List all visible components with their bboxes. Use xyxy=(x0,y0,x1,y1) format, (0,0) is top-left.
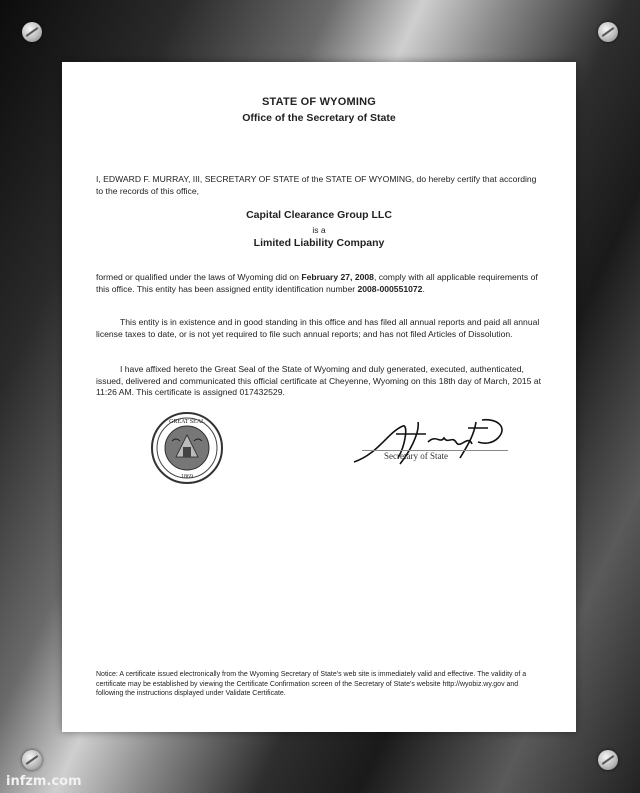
is-a-text: is a xyxy=(312,225,326,235)
certificate-document xyxy=(62,62,576,732)
watermark: infzm.com xyxy=(6,774,82,789)
screw-icon xyxy=(22,750,42,770)
document-subtitle: Office of the Secretary of State xyxy=(242,112,396,124)
document-title: STATE OF WYOMING xyxy=(261,96,376,108)
formation-text: formed or qualified under the laws of Wyoming did on xyxy=(96,272,302,282)
formation-paragraph xyxy=(96,272,544,295)
entity-name: Capital Clearance Group LLC xyxy=(246,209,392,221)
seal-affixed-paragraph: I have affixed hereto the Great Seal of the State of Wyoming and duly generated, executed, authenticated, issued, delivered and communicated this official certificate at Cheyenne, Wyoming on this 18th day of March, 2015 at 11:26 AM. This certificate is assigned 017432529. xyxy=(96,364,541,397)
screw-icon xyxy=(22,22,42,42)
entity-type: Limited Liability Company xyxy=(253,237,385,249)
signature-title: Secretary of State xyxy=(384,451,448,461)
standing-paragraph: This entity is in existence and in good standing in this office and has filed all annual reports and paid all annual license taxes to date, or is not yet required to file such annual reports; and has not filed Articles of Dissolution. xyxy=(96,317,540,339)
screw-icon xyxy=(598,22,618,42)
signature-icon xyxy=(348,414,518,474)
seal-top-text: GREAT SEAL xyxy=(169,419,205,425)
great-seal-icon xyxy=(150,411,224,485)
formation-text: , comply with all applicable requirements of this office. This entity has been assigned entity identification number xyxy=(96,272,538,294)
formation-text: . xyxy=(422,283,425,294)
certification-intro: I, EDWARD F. MURRAY, III, SECRETARY OF STATE of the STATE OF WYOMING, do hereby certify that according to the records of this office, xyxy=(96,174,537,196)
formation-date: February 27, 2008 xyxy=(301,272,374,282)
seal-year-text: 1869 xyxy=(181,474,193,480)
entity-id: 2008-000551072 xyxy=(357,283,423,294)
notice-text: Notice: A certificate issued electronically from the Wyoming Secretary of State's web site is immediately valid and effective. The validity of a certificate may be established by viewing the Certificate Confirmation screen of the Secretary of State's website http://wyobiz.wy.gov and following the instructions displayed under Validate Certificate. xyxy=(96,671,527,697)
screw-icon xyxy=(598,750,618,770)
